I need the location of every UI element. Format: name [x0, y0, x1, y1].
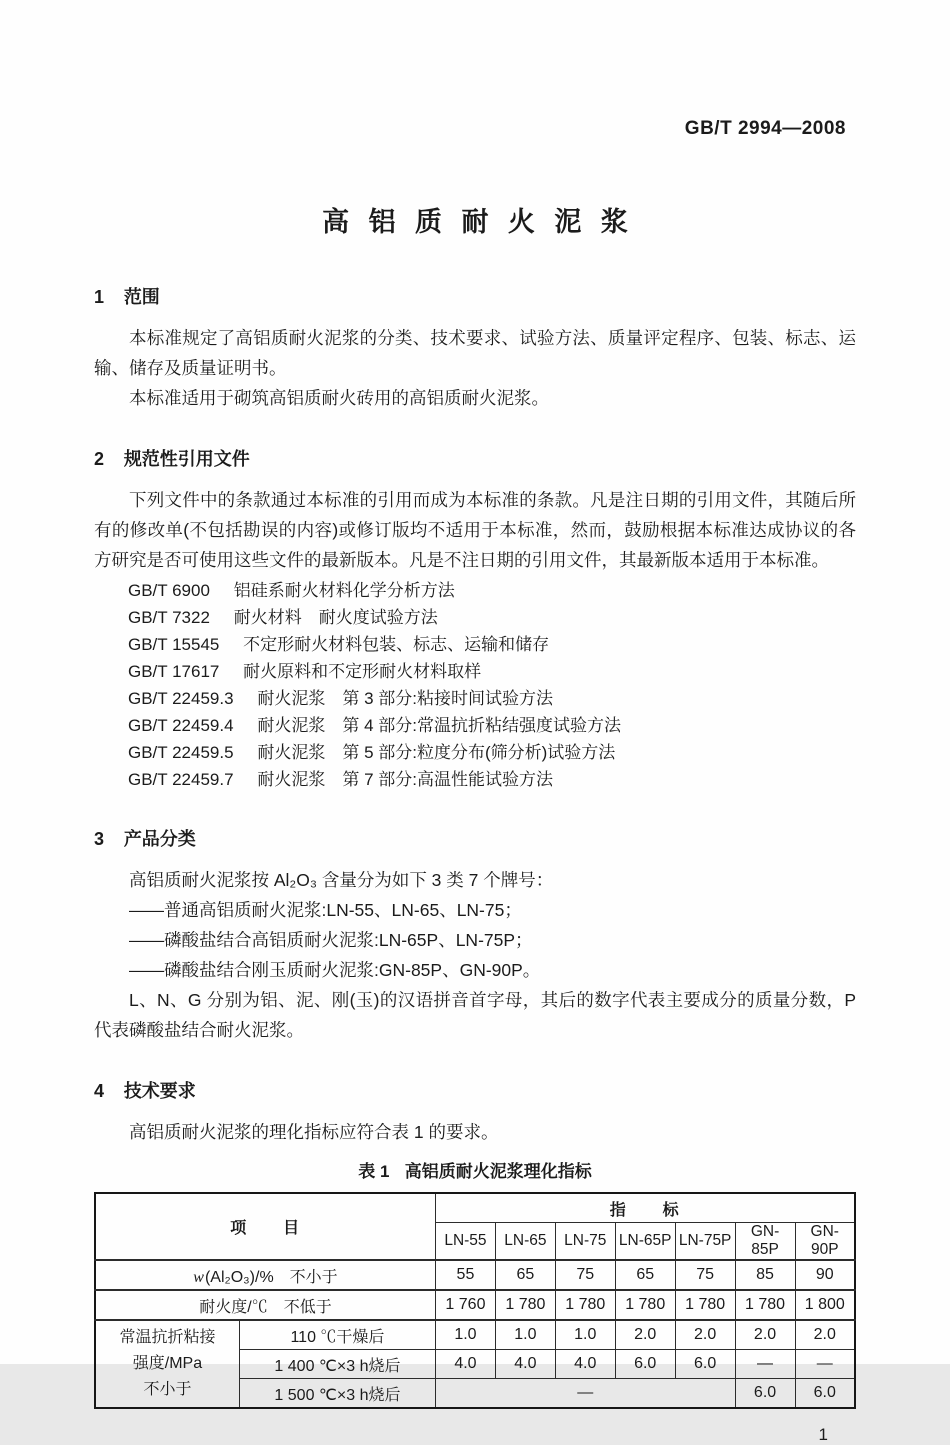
table-header-row-1: [95, 1193, 855, 1223]
table-caption-label: 表 1: [358, 1162, 390, 1181]
table-cell: 6.0: [735, 1379, 795, 1409]
reference-item: [94, 739, 856, 766]
section-2-title: 规范性引用文件: [123, 449, 250, 469]
reference-code: GB/T 6900: [128, 581, 210, 600]
page-number: 1: [818, 1425, 828, 1444]
reference-title: 耐火原料和不定形耐火材料取样: [243, 662, 482, 681]
reference-code: GB/T 22459.7: [128, 770, 234, 789]
table-cell: 1 780: [615, 1290, 675, 1320]
table-cell: 4.0: [495, 1350, 555, 1379]
condition-label: 110 ℃干燥后: [239, 1320, 435, 1350]
reference-title: 耐火泥浆 第 4 部分:常温抗折粘结强度试验方法: [257, 716, 621, 735]
strength-group-label: 常温抗折粘接 强度/MPa 不小于: [95, 1320, 239, 1408]
classification-item: ——磷酸盐结合刚玉质耐火泥浆:GN-85P、GN-90P。: [129, 960, 541, 980]
grade-header: LN-65: [495, 1223, 555, 1261]
reference-title: 耐火泥浆 第 7 部分:高温性能试验方法: [257, 770, 553, 789]
table-cell: 1 780: [675, 1290, 735, 1320]
reference-item: [94, 631, 856, 658]
table-cell: 1 780: [735, 1290, 795, 1320]
table-cell: 1.0: [495, 1320, 555, 1350]
table-cell: 2.0: [735, 1320, 795, 1350]
table-cell: 1 780: [495, 1290, 555, 1320]
section-1-title: 范围: [123, 287, 160, 307]
table-cell: 6.0: [675, 1350, 735, 1379]
table-cell: 55: [435, 1260, 495, 1290]
reference-item: [94, 685, 856, 712]
requirements-paragraph: 高铝质耐火泥浆的理化指标应符合表 1 的要求。: [129, 1122, 499, 1142]
indicator-header-cell: 指 标: [435, 1193, 855, 1223]
item-header-cell: 项 目: [95, 1193, 435, 1260]
section-3-number: 3: [94, 829, 105, 849]
section-2-number: 2: [94, 449, 105, 469]
scope-paragraph-1: 本标准规定了高铝质耐火泥浆的分类、技术要求、试验方法、质量评定程序、包装、标志、运输、储存及质量证明书。: [94, 328, 856, 378]
reference-code: GB/T 17617: [128, 662, 220, 681]
table-cell: 65: [495, 1260, 555, 1290]
refractoriness-row: [95, 1290, 855, 1320]
table-cell: 2.0: [795, 1320, 855, 1350]
reference-code: GB/T 22459.4: [128, 716, 234, 735]
grade-header: LN-75: [555, 1223, 615, 1261]
reference-code: GB/T 7322: [128, 608, 210, 627]
reference-code: GB/T 22459.3: [128, 689, 234, 708]
scope-paragraph-2: 本标准适用于砌筑高铝质耐火砖用的高铝质耐火泥浆。: [129, 388, 549, 408]
table-cell: 75: [555, 1260, 615, 1290]
table-cell: —: [795, 1350, 855, 1379]
reference-list: [94, 577, 856, 793]
reference-title: 耐火泥浆 第 5 部分:粒度分布(筛分析)试验方法: [257, 743, 616, 762]
reference-title: 不定形耐火材料包装、标志、运输和储存: [243, 635, 550, 654]
table-cell: 6.0: [795, 1379, 855, 1409]
table-cell: —: [735, 1350, 795, 1379]
reference-title: 耐火泥浆 第 3 部分:粘接时间试验方法: [257, 689, 553, 708]
grade-header: LN-75P: [675, 1223, 735, 1261]
table-cell: 65: [615, 1260, 675, 1290]
reference-item: [94, 577, 856, 604]
reference-title: 铝硅系耐火材料化学分析方法: [233, 581, 455, 600]
table-cell: 4.0: [435, 1350, 495, 1379]
grade-header: GN-90P: [795, 1223, 855, 1261]
section-1-heading: [94, 283, 856, 309]
grade-header: LN-55: [435, 1223, 495, 1261]
grade-header: LN-65P: [615, 1223, 675, 1261]
section-1-number: 1: [94, 287, 105, 307]
table-cell: 2.0: [675, 1320, 735, 1350]
grade-header: GN-85P: [735, 1223, 795, 1261]
section-scope: [94, 283, 856, 413]
reference-item: [94, 604, 856, 631]
reference-item: [94, 712, 856, 739]
section-3-title: 产品分类: [123, 829, 196, 849]
physical-chemical-indicators-table: [94, 1192, 856, 1409]
standard-number: GB/T 2994—2008: [684, 118, 846, 139]
table-cell: 1 800: [795, 1290, 855, 1320]
table-caption-text: 高铝质耐火泥浆理化指标: [404, 1162, 592, 1181]
table-cell: 1 780: [555, 1290, 615, 1320]
table-cell: 90: [795, 1260, 855, 1290]
section-classification: [94, 825, 856, 1045]
references-intro-paragraph: 下列文件中的条款通过本标准的引用而成为本标准的条款。凡是注日期的引用文件，其随后所有的修改单(不包括勘误的内容)或修订版均不适用于本标准，然而，鼓励根据本标准达成协议的各方研究是否可使用这些文件的最新版本。凡是不注日期的引用文件，其最新版本适用于本标准。: [94, 490, 856, 570]
classification-item: ——磷酸盐结合高铝质耐火泥浆:LN-65P、LN-75P；: [129, 930, 533, 950]
al2o3-row-label: w(Al₂O₃)/% 不小于: [95, 1260, 435, 1290]
section-4-title: 技术要求: [123, 1081, 196, 1101]
table-cell: 75: [675, 1260, 735, 1290]
reference-code: GB/T 22459.5: [128, 743, 234, 762]
section-4-number: 4: [94, 1081, 105, 1101]
reference-item: [94, 766, 856, 793]
table-cell: 1.0: [555, 1320, 615, 1350]
section-4-heading: [94, 1077, 856, 1103]
condition-label: 1 500 ℃×3 h烧后: [239, 1379, 435, 1409]
classification-intro: 高铝质耐火泥浆按 Al₂O₃ 含量分为如下 3 类 7 个牌号：: [129, 870, 554, 890]
merged-dash-cell: —: [435, 1379, 735, 1409]
document-title: 高铝质耐火泥浆: [322, 207, 648, 237]
section-normative-references: [94, 445, 856, 793]
symbol-w: w: [193, 1268, 204, 1286]
classification-note: L、N、G 分别为铝、泥、刚(玉)的汉语拼音首字母，其后的数字代表主要成分的质量分数，P 代表磷酸盐结合耐火泥浆。: [94, 990, 856, 1040]
condition-label: 1 400 ℃×3 h烧后: [239, 1350, 435, 1379]
reference-code: GB/T 15545: [128, 635, 220, 654]
table-cell: 4.0: [555, 1350, 615, 1379]
table-cell: 85: [735, 1260, 795, 1290]
section-2-heading: [94, 445, 856, 471]
table-cell: 2.0: [615, 1320, 675, 1350]
classification-item: ——普通高铝质耐火泥浆:LN-55、LN-65、LN-75；: [129, 900, 522, 920]
table-cell: 1.0: [435, 1320, 495, 1350]
table-cell: 1 760: [435, 1290, 495, 1320]
section-3-heading: [94, 825, 856, 851]
refractoriness-row-label: 耐火度/℃ 不低于: [95, 1290, 435, 1320]
table-caption: [94, 1157, 856, 1182]
al2o3-content-row: [95, 1260, 855, 1290]
reference-item: [94, 658, 856, 685]
reference-title: 耐火材料 耐火度试验方法: [233, 608, 438, 627]
section-technical-requirements: [94, 1077, 856, 1409]
strength-row-110: [95, 1320, 855, 1350]
table-cell: 6.0: [615, 1350, 675, 1379]
